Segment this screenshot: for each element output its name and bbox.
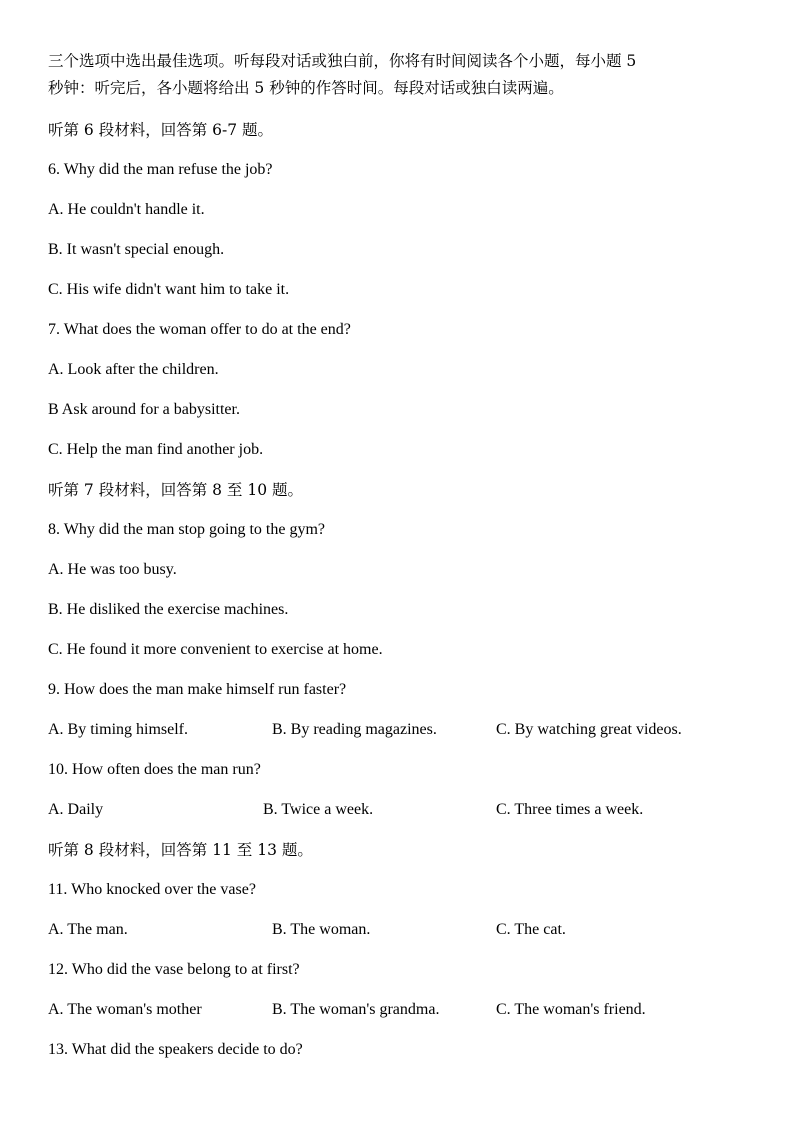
question-9: 9. How does the man make himself run faster? bbox=[48, 681, 347, 698]
question-8-option-a: A. He was too busy. bbox=[48, 561, 177, 578]
question-11: 11. Who knocked over the vase? bbox=[48, 881, 256, 898]
section-6-heading: 听第 6 段材料，回答第 6-7 题。 bbox=[48, 121, 274, 139]
instructions-line-1: 三个选项中选出最佳选项。听每段对话或独白前，你将有时间阅读各个小题，每小题 5 bbox=[48, 52, 637, 70]
question-6-option-c: C. His wife didn't want him to take it. bbox=[48, 281, 290, 298]
question-10-option-a: A. Daily bbox=[48, 801, 104, 818]
section-7-heading: 听第 7 段材料，回答第 8 至 10 题。 bbox=[48, 481, 304, 499]
question-11-option-c: C. The cat. bbox=[496, 921, 566, 938]
question-6-option-b: B. It wasn't special enough. bbox=[48, 241, 225, 258]
question-7-option-a: A. Look after the children. bbox=[48, 361, 219, 378]
section-8-heading: 听第 8 段材料，回答第 11 至 13 题。 bbox=[48, 841, 313, 859]
question-8-option-b: B. He disliked the exercise machines. bbox=[48, 601, 289, 618]
question-12-option-b: B. The woman's grandma. bbox=[272, 1001, 440, 1018]
question-11-option-a: A. The man. bbox=[48, 921, 128, 938]
question-10-option-c: C. Three times a week. bbox=[496, 801, 644, 818]
question-9-option-c: C. By watching great videos. bbox=[496, 721, 682, 738]
question-12: 12. Who did the vase belong to at first? bbox=[48, 961, 300, 978]
question-7-option-c: C. Help the man find another job. bbox=[48, 441, 264, 458]
question-10-option-b: B. Twice a week. bbox=[263, 801, 374, 818]
question-9-option-b: B. By reading magazines. bbox=[272, 721, 437, 738]
question-12-option-c: C. The woman's friend. bbox=[496, 1001, 646, 1018]
question-7-option-b: B Ask around for a babysitter. bbox=[48, 401, 240, 418]
instructions-line-2: 秒钟：听完后，各小题将给出 5 秒钟的作答时间。每段对话或独白读两遍。 bbox=[48, 79, 564, 97]
question-13: 13. What did the speakers decide to do? bbox=[48, 1041, 303, 1058]
question-9-option-a: A. By timing himself. bbox=[48, 721, 188, 738]
question-6-option-a: A. He couldn't handle it. bbox=[48, 201, 205, 218]
question-10: 10. How often does the man run? bbox=[48, 761, 261, 778]
question-7: 7. What does the woman offer to do at the end? bbox=[48, 321, 351, 338]
question-8-option-c: C. He found it more convenient to exercise at home. bbox=[48, 641, 383, 658]
question-12-option-a: A. The woman's mother bbox=[48, 1001, 202, 1018]
instructions bbox=[48, 48, 748, 102]
question-11-option-b: B. The woman. bbox=[272, 921, 371, 938]
question-6: 6. Why did the man refuse the job? bbox=[48, 161, 273, 178]
question-8: 8. Why did the man stop going to the gym? bbox=[48, 521, 326, 538]
